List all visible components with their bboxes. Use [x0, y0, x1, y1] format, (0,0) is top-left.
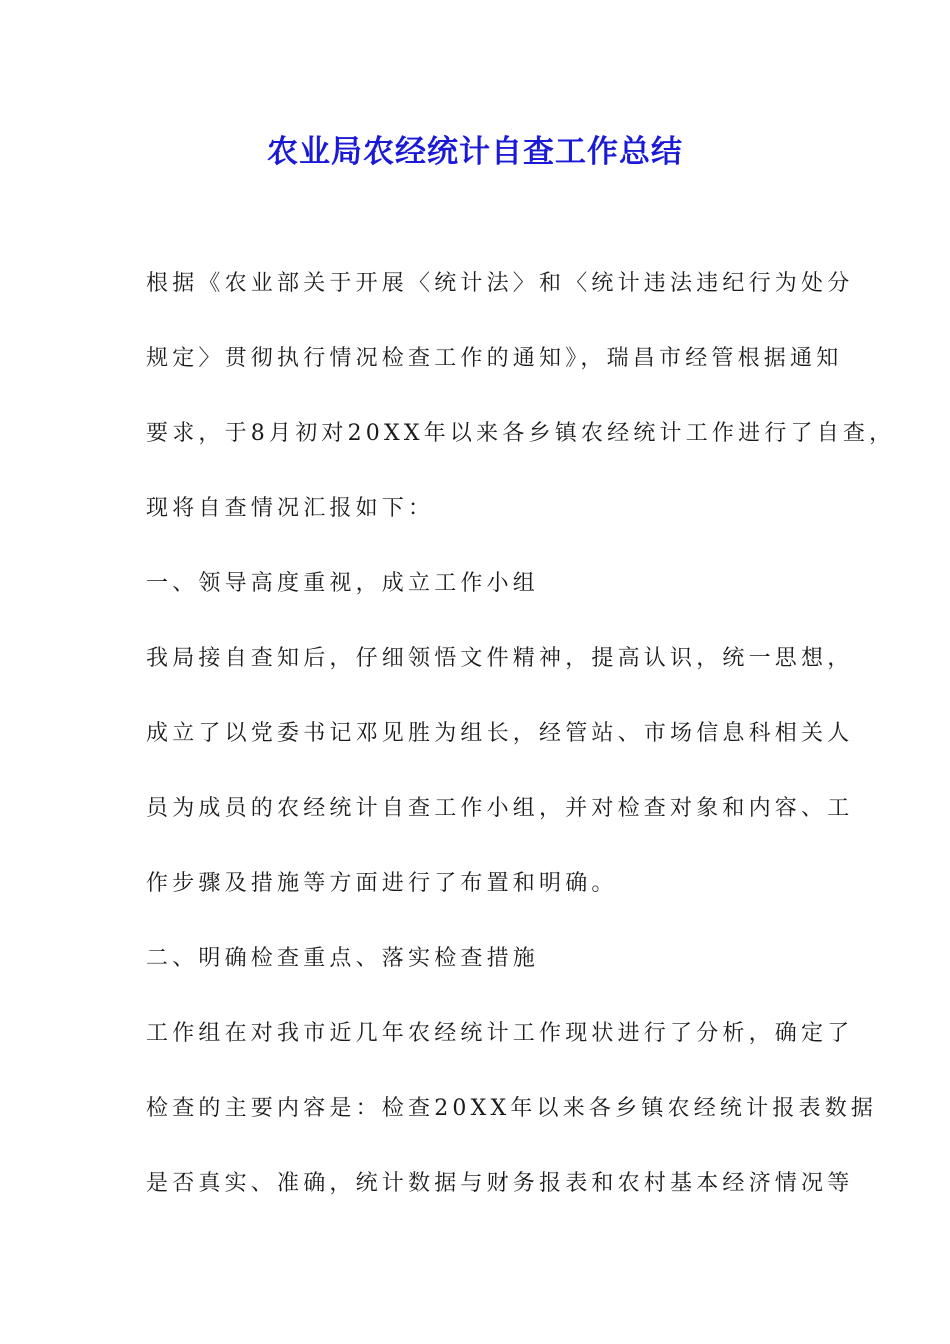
body-line-11: 工作组在对我市近几年农经统计工作现状进行了分析，确定了	[146, 1021, 854, 1046]
body-line-4: 现将自查情况汇报如下：	[146, 496, 435, 521]
body-line-1: 根据《农业部关于开展〈统计法〉和〈统计违法违纪行为处分	[146, 271, 854, 296]
document-title: 农业局农经统计自查工作总结	[267, 134, 683, 170]
body-line-3: 要求，于8月初对20XX年以来各乡镇农经统计工作进行了自查，	[146, 421, 896, 446]
body-line-12: 检查的主要内容是：检查20XX年以来各乡镇农经统计报表数据	[146, 1096, 878, 1121]
body-line-6: 我局接自查知后，仔细领悟文件精神，提高认识，统一思想，	[146, 646, 854, 671]
section-heading-1: 一、领导高度重视，成立工作小组	[146, 571, 540, 596]
body-line-2: 规定〉贯彻执行情况检查工作的通知》，瑞昌市经管根据通知	[146, 346, 843, 371]
section-heading-2: 二、明确检查重点、落实检查措施	[146, 946, 540, 971]
body-line-7: 成立了以党委书记邓见胜为组长，经管站、市场信息科相关人	[146, 721, 854, 746]
body-line-13: 是否真实、准确，统计数据与财务报表和农村基本经济情况等	[146, 1171, 854, 1196]
body-line-8: 员为成员的农经统计自查工作小组，并对检查对象和内容、工	[146, 796, 854, 821]
body-line-9: 作步骤及措施等方面进行了布置和明确。	[146, 871, 618, 896]
